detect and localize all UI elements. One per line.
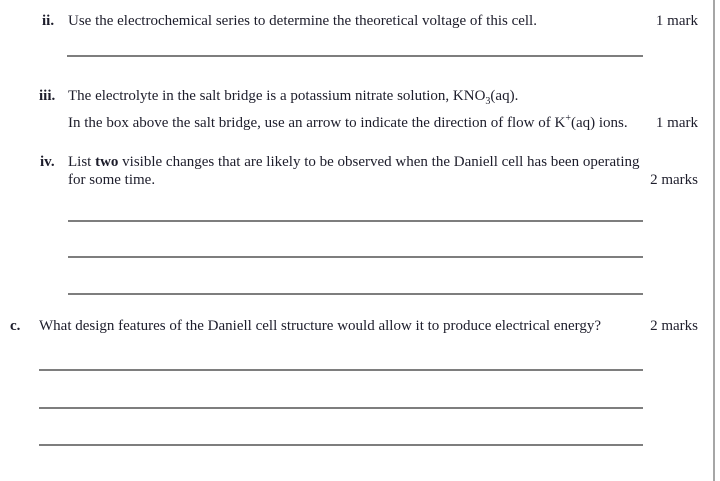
question-iv-marker: iv. — [40, 154, 55, 170]
answer-line — [67, 55, 643, 57]
question-ii-marks: 1 mark — [655, 13, 698, 29]
page-right-border — [713, 0, 715, 481]
question-iii-marker: iii. — [39, 88, 56, 104]
k-plus-superscript: + — [565, 113, 571, 124]
question-ii-marker: ii. — [42, 13, 55, 29]
answer-line — [68, 220, 643, 222]
question-iv-marks: 2 marks — [650, 172, 698, 188]
question-iii-line2-pre: In the box above the salt bridge, use an arrow to indicate the direction of flow of K — [68, 115, 566, 131]
question-iv-text-line2: for some time. — [68, 172, 156, 188]
question-c-text: What design features of the Daniell cell structure would allow it to produce electrical energy? — [39, 318, 602, 334]
answer-line — [39, 444, 643, 446]
question-iii-marks: 1 mark — [655, 115, 698, 131]
answer-line — [68, 293, 643, 295]
question-iv-line1-pre: List — [68, 154, 96, 170]
kno3-subscript: 3 — [485, 96, 491, 107]
question-iii-line2-post: (aq) ions. — [570, 115, 628, 131]
question-c-marker: c. — [10, 318, 21, 334]
question-iii-line1-pre: The electrolyte in the salt bridge is a potassium nitrate solution, KNO — [68, 88, 486, 104]
answer-line — [39, 407, 643, 409]
question-iv-text-line1 — [68, 153, 640, 172]
question-iii-line1-post: (aq). — [490, 88, 519, 104]
question-iii-text-line1 — [68, 87, 518, 106]
question-iii-text-line2 — [68, 114, 628, 133]
answer-line — [39, 369, 643, 371]
question-c-marks: 2 marks — [650, 318, 698, 334]
question-ii-text: Use the electrochemical series to determine the theoretical voltage of this cell. — [68, 13, 537, 29]
question-iv-line1-post: visible changes that are likely to be observed when the Daniell cell has been operating — [118, 154, 640, 170]
answer-line — [68, 256, 643, 258]
question-iv-bold-two: two — [95, 154, 119, 170]
